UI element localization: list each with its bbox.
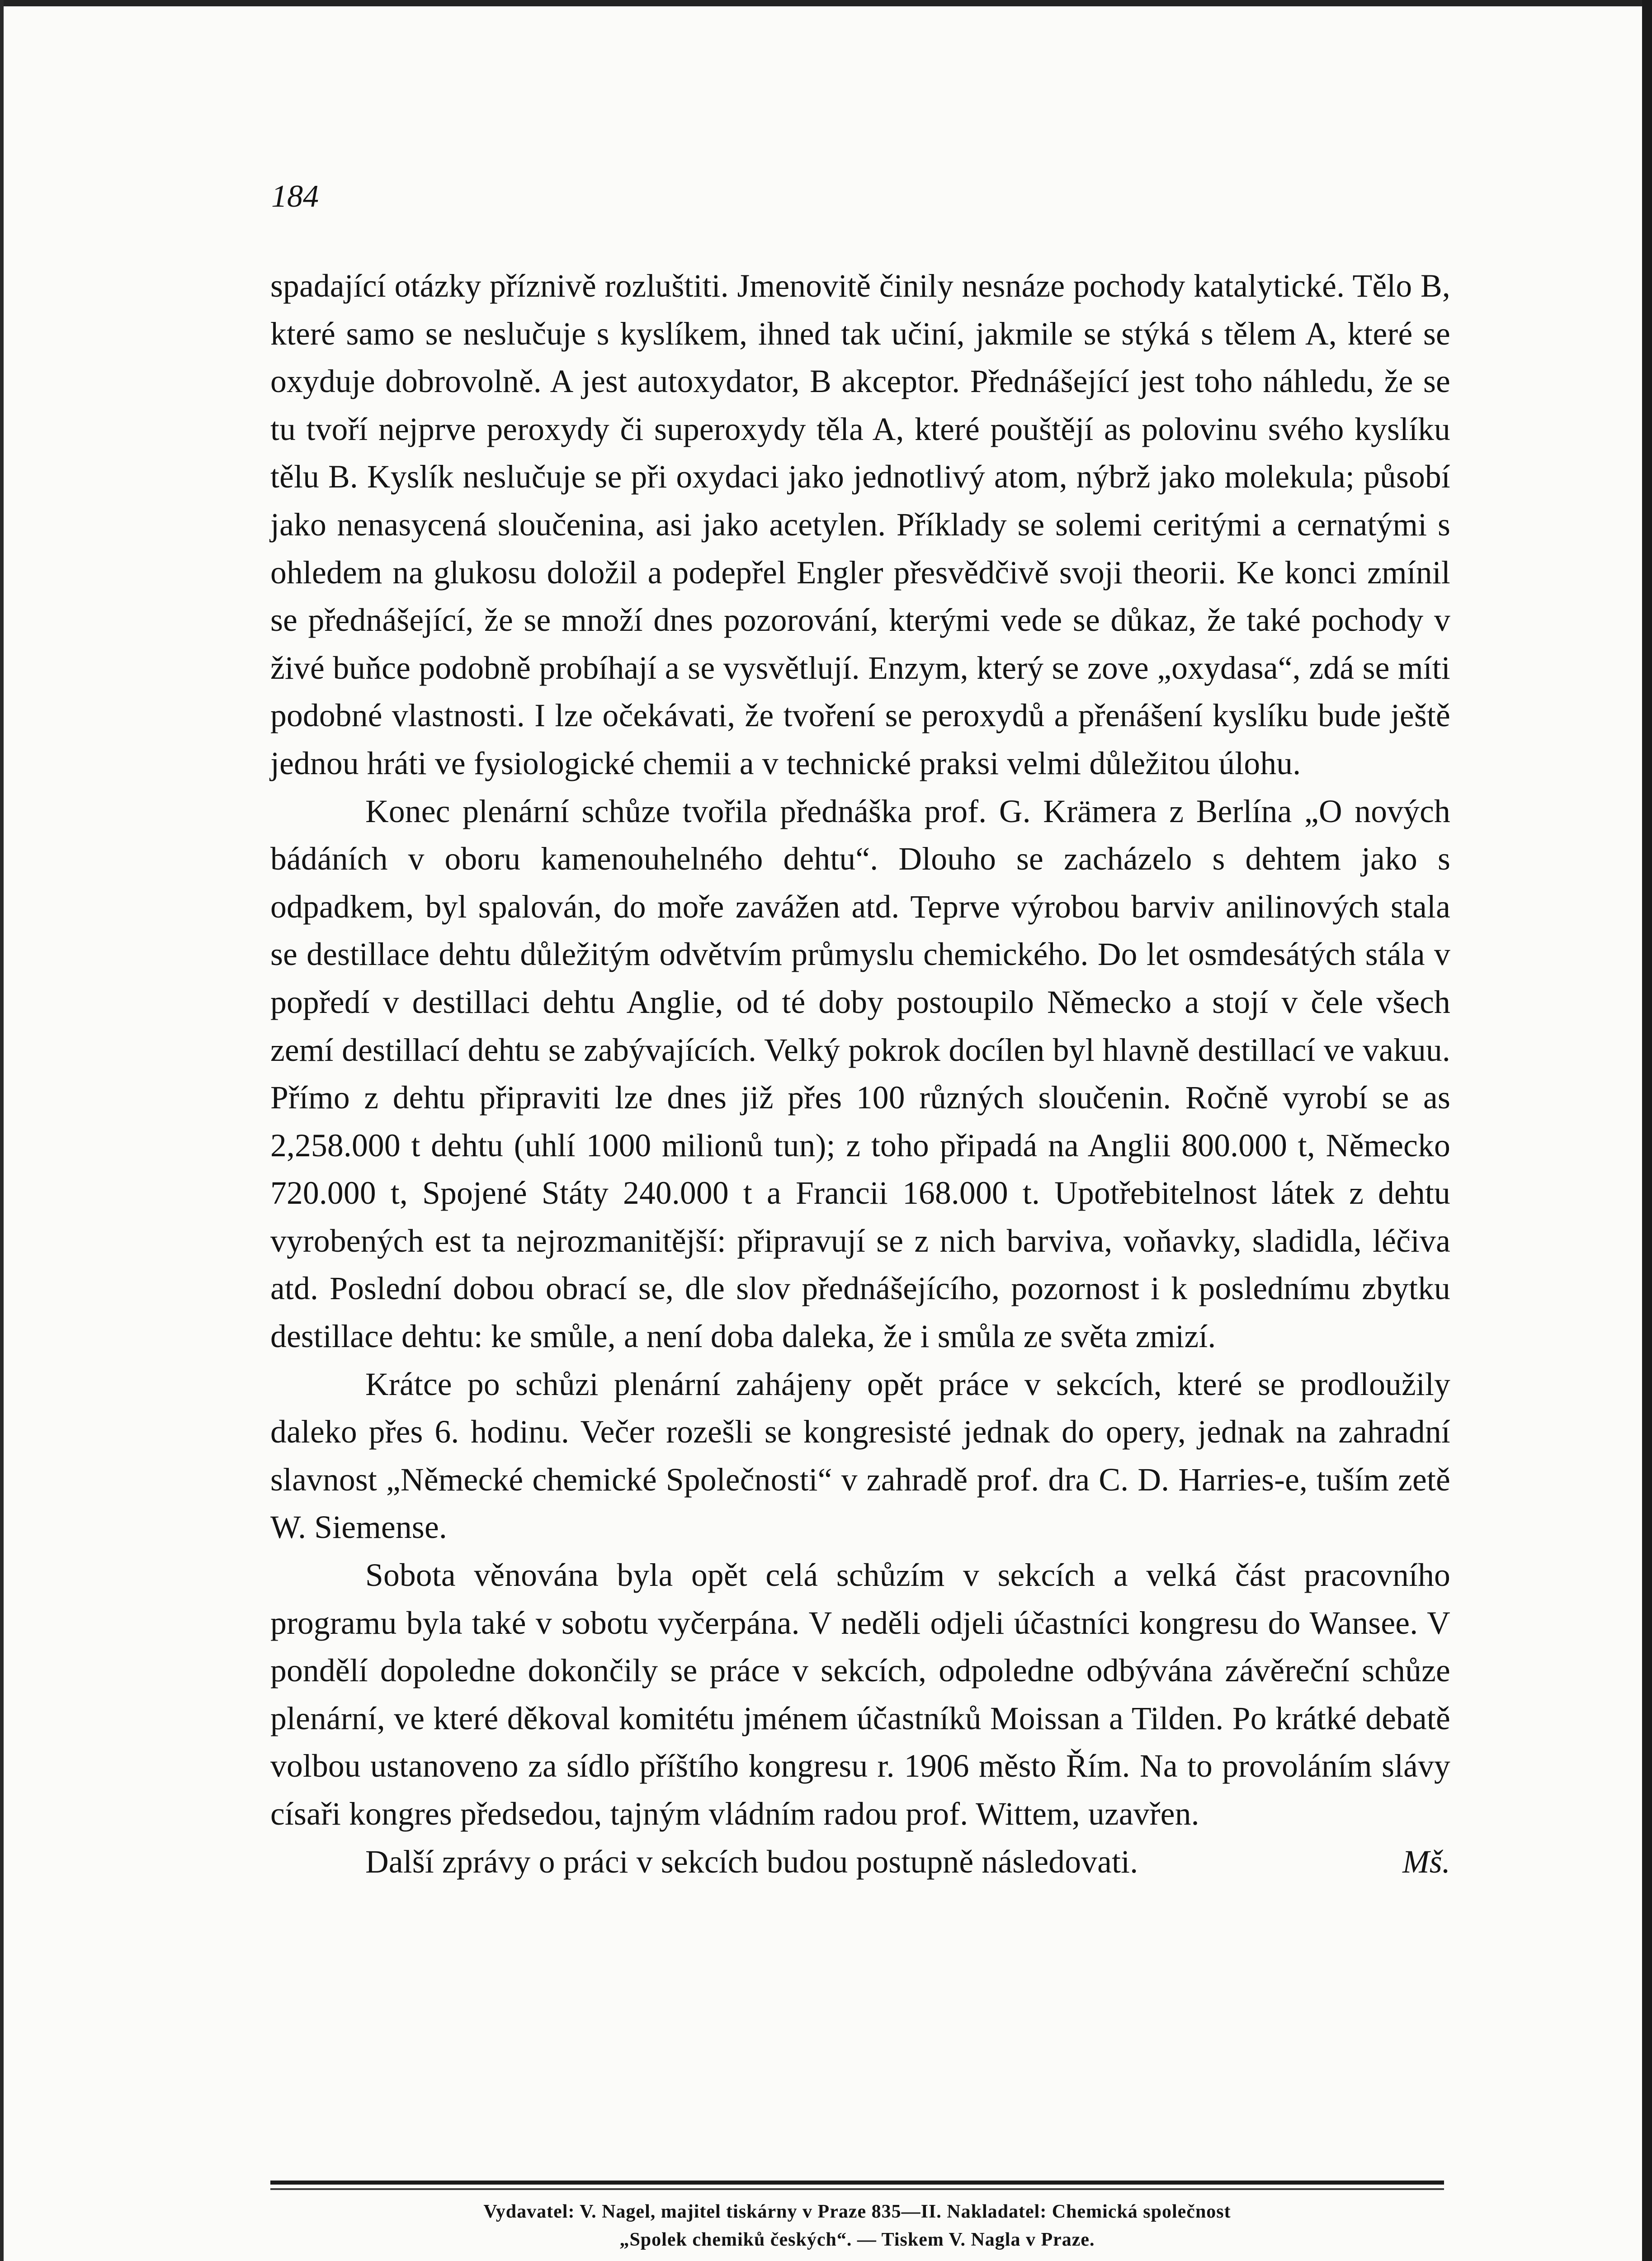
scan-edge-left <box>0 0 4 2261</box>
publisher-imprint <box>270 2198 1444 2254</box>
closing-sentence: Další zprávy o práci v sekcích budou postupně následovati. <box>365 1844 1138 1880</box>
footer-rule-thick <box>270 2181 1444 2185</box>
imprint-line-1: Vydavatel: V. Nagel, majitel tiskárny v Praze 835—II. Nakladatel: Chemická společnost <box>483 2201 1231 2222</box>
paragraph-5 <box>270 1838 1450 1886</box>
scan-edge-top <box>0 0 1652 6</box>
paragraph-2: Konec plenární schůze tvořila přednáška prof. G. Krämera z Berlína „O nových bádáních v oboru kamenouhelného dehtu“. Dlouho se zacházelo s dehtem jako s odpadkem, byl spalován, do moře zavážen atd. Teprve výrobou barviv anilinových stala se destillace dehtu důležitým odvětvím průmyslu chemického. Do let osmdesátých stála v popředí v destillaci dehtu Anglie, od té doby postoupilo Německo a stojí v čele všech zemí destillací dehtu se zabývajících. Velký pokrok docílen byl hlavně destillací ve vakuu. Přímo z dehtu připraviti lze dnes již přes 100 různých sloučenin. Ročně vyrobí se as 2,258.000 t dehtu (uhlí 1000 milionů tun); z toho připadá na Anglii 800.000 t, Německo 720.000 t, Spojené Státy 240.000 t a Francii 168.000 t. Upotřebitelnost látek z dehtu vyrobených est ta nejrozmanitější: připravují se z nich barviva, voňavky, sladidla, léčiva atd. Poslední dobou obrací se, dle slov přednášejícího, pozornost i k poslednímu zbytku destillace dehtu: ke smůle, a není doba daleka, že i smůla ze světa zmizí. <box>270 793 1450 1355</box>
paragraph-1: spadající otázky příznivě rozluštiti. Jmenovitě činily nesnáze pochody katalytické. Tělo B, které samo se neslučuje s kyslíkem, ihned tak učiní, jakmile se stýká s tělem A, které se oxyduje dobrovolně. A jest autoxydator, B akceptor. Přednášející jest toho náhledu, že se tu tvoří nejprve peroxydy či superoxydy těla A, které pouštějí as polovinu svého kyslíku tělu B. Kyslík neslučuje se při oxydaci jako jednotlivý atom, nýbrž jako molekula; působí jako nenasycená sloučenina, asi jako acetylen. Příklady se solemi ceritými a cernatými s ohledem na glukosu doložil a podepřel Engler přesvědčivě svoji theorii. Ke konci zmínil se přednášející, že se množí dnes pozorování, kterými vede se důkaz, že také pochody v živé buňce podobně probíhají a se vysvětlují. Enzym, který se zove „oxydasa“, zdá se míti podobné vlastnosti. I lze očekávati, že tvoření se peroxydů a přenášení kyslíku bude ještě jednou hráti ve fysiologické chemii a v technické praksi velmi důležitou úlohu. <box>270 268 1450 781</box>
imprint-line-2: „Spolek chemiků českých“. — Tiskem V. Nagla v Praze. <box>619 2229 1095 2250</box>
paragraph-4: Sobota věnována byla opět celá schůzím v sekcích a velká část pracovního programu byla také v sobotu vyčerpána. V neděli odjeli účastníci kongresu do Wansee. V pondělí dopoledne dokončily se práce v sekcích, odpoledne odbývána závěreční schůze plenární, ve které děkoval komitétu jménem účastníků Moissan a Tilden. Po krátké debatě volbou ustanoveno za sídlo příštího kongresu r. 1906 město Řím. Na to provoláním slávy císaři kongres předsedou, tajným vládním radou prof. Wittem, uzavřen. <box>270 1557 1450 1832</box>
paragraph-3: Krátce po schůzi plenární zahájeny opět práce v sekcích, které se prodloužily daleko přes 6. hodinu. Večer rozešli se kongresisté jednak do opery, jednak na zahradní slavnost „Německé chemické Společnosti“ v zahradě prof. dra C. D. Harries-e, tuším zetě W. Siemense. <box>270 1366 1450 1546</box>
footer-rule-thin <box>270 2188 1444 2190</box>
article-body <box>270 262 1450 1886</box>
author-signature: Mš. <box>1402 1844 1450 1880</box>
page-number: 184 <box>271 179 319 214</box>
scan-edge-right <box>1642 0 1652 2261</box>
